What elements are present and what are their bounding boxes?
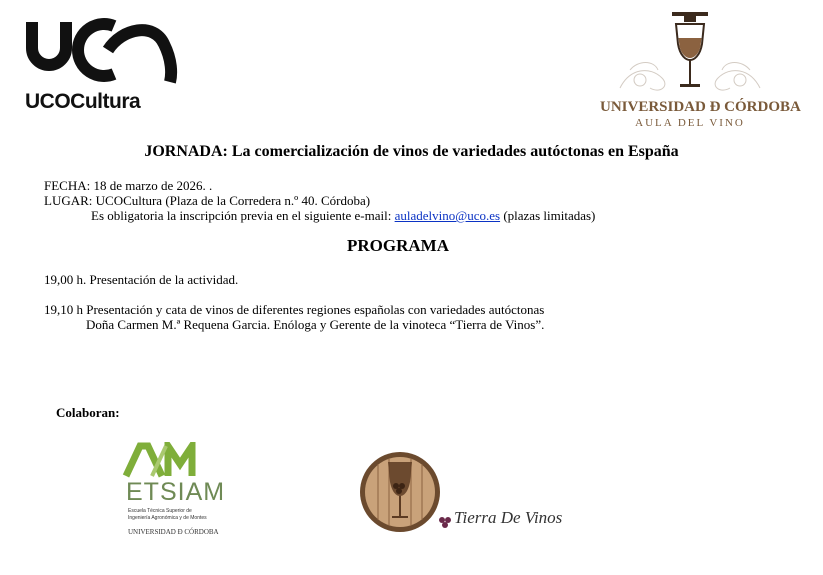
- plazas-limitadas-text: (plazas limitadas): [500, 208, 596, 223]
- programa-heading: PROGRAMA: [347, 236, 449, 255]
- etsiam-univ: UNIVERSIDAD Ð CÓRDOBA: [128, 528, 219, 536]
- fecha-line: FECHA: 18 de marzo de 2026. .: [44, 178, 213, 193]
- uco-cultura-logo: [22, 14, 182, 114]
- aula-del-vino-logo: [600, 8, 801, 133]
- uco-cultura-wordmark: UCOCultura: [25, 90, 141, 113]
- etsiam-line1: Escuela Técnica Superior de: [128, 508, 192, 514]
- email-link[interactable]: auladelvino@uco.es: [394, 208, 501, 223]
- grapes-icon: [436, 512, 456, 532]
- uco-logo-mark: [22, 14, 182, 94]
- program-item-2-detail: Doña Carmen M.ª Requena Garcia. Enóloga y Gerente de la vinoteca “Tierra de Vinos”.: [86, 317, 545, 332]
- etsiam-am-icon: [122, 442, 222, 478]
- aula-university-name: UNIVERSIDAD Ð CÓRDOBA: [600, 99, 801, 115]
- etsiam-name: ETSIAM: [126, 478, 226, 506]
- inscripcion-text: Es obligatoria la inscripción previa en el siguiente e-mail:: [91, 208, 395, 223]
- wine-glass-icon: [600, 8, 780, 100]
- event-title: JORNADA: La comercialización de vinos de variedades autóctonas en España: [144, 143, 679, 160]
- colaboran-label: Colaboran:: [56, 405, 120, 420]
- inscripcion-line: [91, 208, 595, 224]
- tierra-de-vinos-name: Tierra De Vinos: [454, 508, 563, 527]
- tierra-de-vinos-logo: [358, 448, 573, 538]
- wine-barrel-icon: [358, 448, 448, 538]
- etsiam-line2: Ingeniería Agronómica y de Montes: [128, 515, 207, 521]
- program-item-2: 19,10 h Presentación y cata de vinos de diferentes regiones españolas con variedades autóctonas: [44, 302, 545, 317]
- etsiam-logo: [122, 442, 232, 542]
- lugar-line: LUGAR: UCOCultura (Plaza de la Corredera n.º 40. Córdoba): [44, 193, 371, 208]
- aula-del-vino-subtitle: AULA DEL VINO: [635, 117, 745, 129]
- program-item-1: 19,00 h. Presentación de la actividad.: [44, 272, 239, 287]
